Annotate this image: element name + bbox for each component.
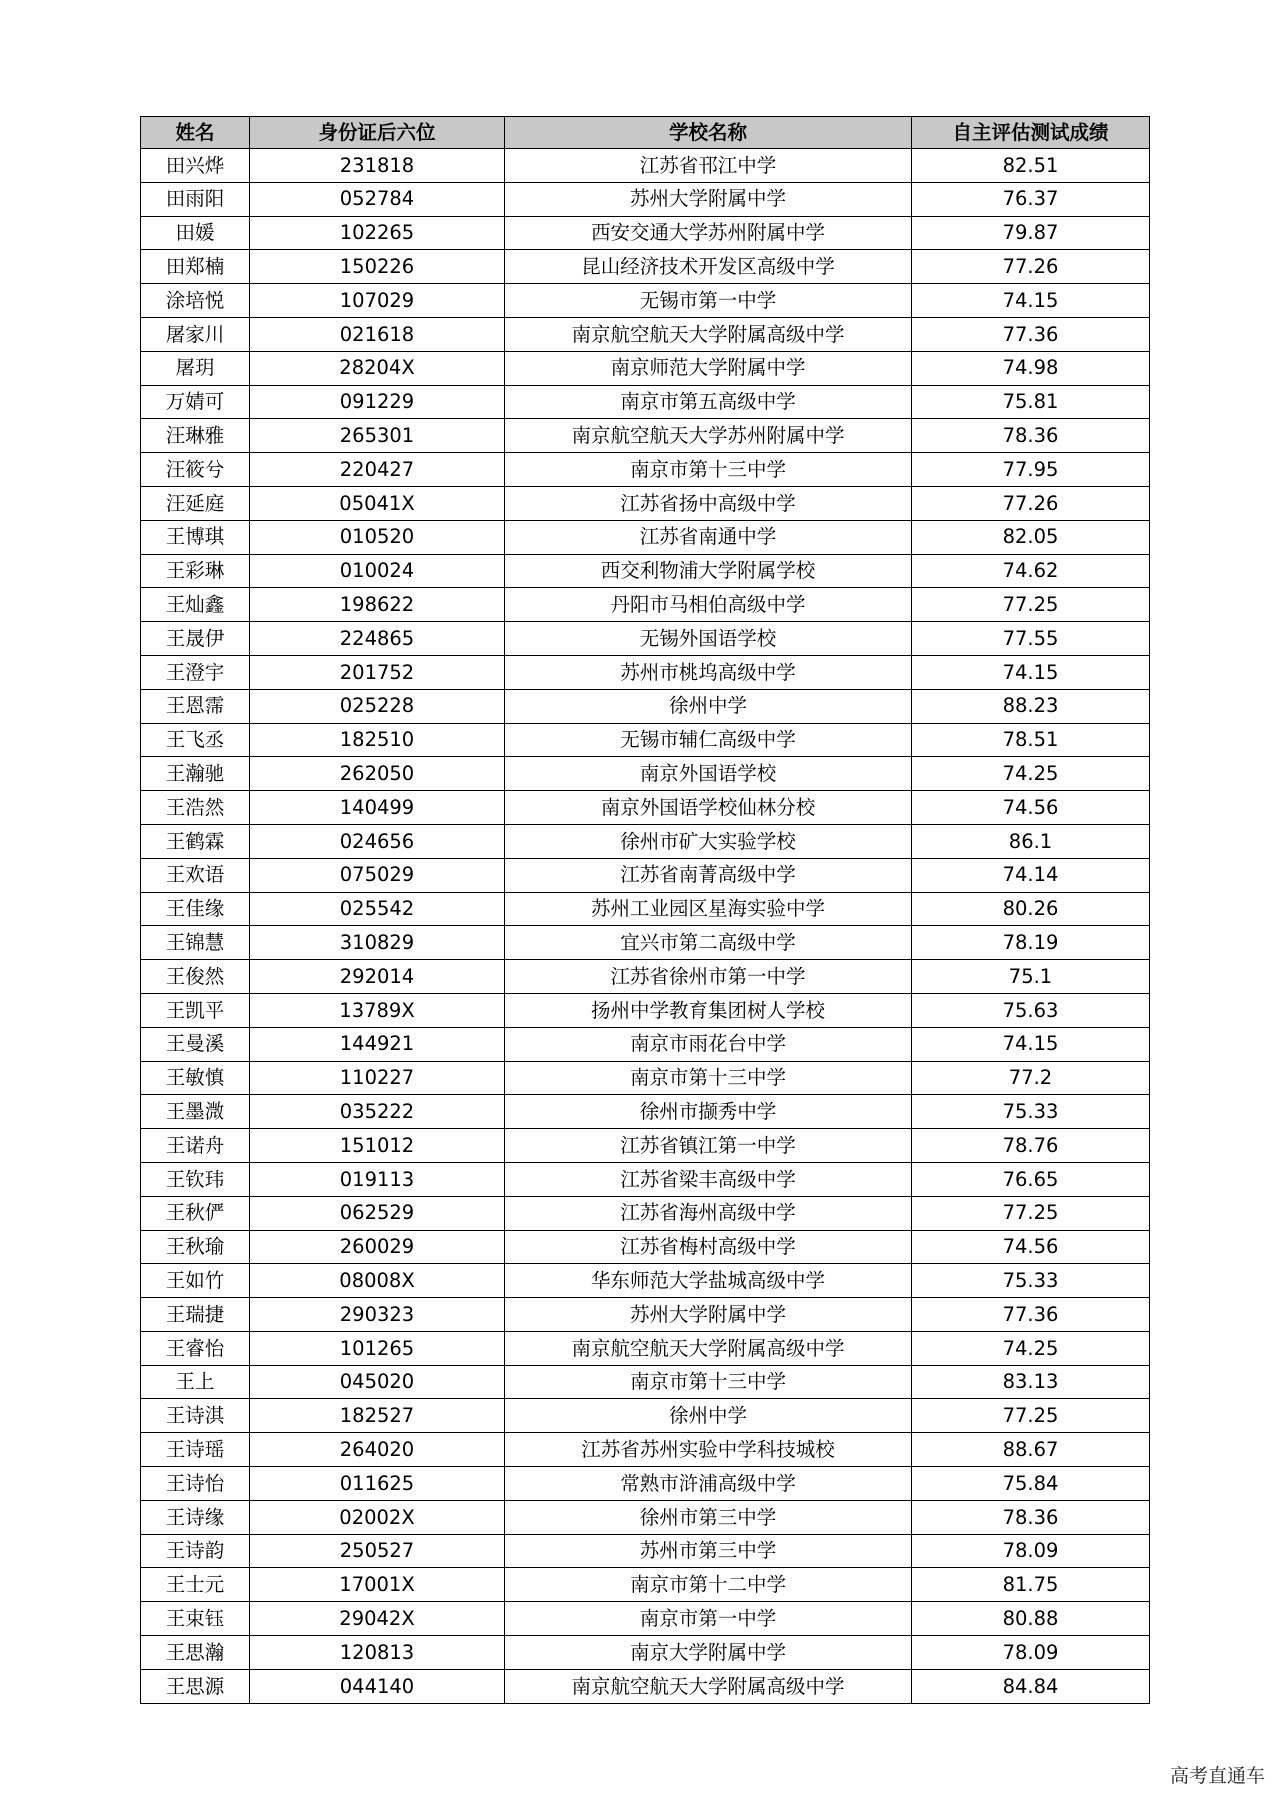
cell-id-last-six: 201752 <box>250 655 505 689</box>
cell-school-name: 扬州中学教育集团树人学校 <box>505 993 912 1027</box>
table-row <box>141 1129 1150 1163</box>
cell-name: 王睿怡 <box>141 1331 250 1365</box>
table-row <box>141 351 1150 385</box>
cell-id-last-six: 150226 <box>250 250 505 284</box>
cell-score: 74.56 <box>912 1230 1150 1264</box>
cell-id-last-six: 292014 <box>250 960 505 994</box>
cell-school-name: 南京航空航天大学附属高级中学 <box>505 1669 912 1703</box>
cell-school-name: 徐州市撷秀中学 <box>505 1095 912 1129</box>
cell-score: 77.55 <box>912 622 1150 656</box>
cell-score: 83.13 <box>912 1365 1150 1399</box>
cell-score: 77.2 <box>912 1061 1150 1095</box>
table-row <box>141 1095 1150 1129</box>
table-row <box>141 554 1150 588</box>
table-row <box>141 1196 1150 1230</box>
cell-name: 王思源 <box>141 1669 250 1703</box>
table-row <box>141 622 1150 656</box>
cell-school-name: 南京市雨花台中学 <box>505 1027 912 1061</box>
cell-name: 王上 <box>141 1365 250 1399</box>
table-row <box>141 1230 1150 1264</box>
watermark-text: 高考直通车 <box>1169 1765 1265 1787</box>
cell-score: 77.95 <box>912 453 1150 487</box>
table-row <box>141 1602 1150 1636</box>
cell-id-last-six: 224865 <box>250 622 505 656</box>
cell-name: 王浩然 <box>141 791 250 825</box>
cell-school-name: 徐州市矿大实验学校 <box>505 824 912 858</box>
cell-id-last-six: 264020 <box>250 1433 505 1467</box>
cell-id-last-six: 220427 <box>250 453 505 487</box>
cell-score: 74.14 <box>912 858 1150 892</box>
cell-id-last-six: 102265 <box>250 216 505 250</box>
cell-name: 涂培悦 <box>141 284 250 318</box>
cell-id-last-six: 107029 <box>250 284 505 318</box>
cell-id-last-six: 13789X <box>250 993 505 1027</box>
cell-id-last-six: 140499 <box>250 791 505 825</box>
cell-school-name: 南京外国语学校仙林分校 <box>505 791 912 825</box>
cell-score: 78.76 <box>912 1129 1150 1163</box>
cell-name: 王飞丞 <box>141 723 250 757</box>
cell-score: 88.23 <box>912 689 1150 723</box>
cell-score: 76.65 <box>912 1162 1150 1196</box>
cell-name: 王士元 <box>141 1568 250 1602</box>
cell-school-name: 南京外国语学校 <box>505 757 912 791</box>
cell-id-last-six: 045020 <box>250 1365 505 1399</box>
cell-school-name: 南京航空航天大学苏州附属中学 <box>505 419 912 453</box>
cell-name: 王曼溪 <box>141 1027 250 1061</box>
cell-score: 75.63 <box>912 993 1150 1027</box>
cell-name: 王彩琳 <box>141 554 250 588</box>
cell-id-last-six: 075029 <box>250 858 505 892</box>
cell-school-name: 苏州大学附属中学 <box>505 182 912 216</box>
table-row <box>141 926 1150 960</box>
cell-school-name: 江苏省南通中学 <box>505 520 912 554</box>
cell-id-last-six: 17001X <box>250 1568 505 1602</box>
cell-score: 78.09 <box>912 1534 1150 1568</box>
cell-name: 田雨阳 <box>141 182 250 216</box>
table-row <box>141 419 1150 453</box>
cell-score: 88.67 <box>912 1433 1150 1467</box>
table-row <box>141 453 1150 487</box>
cell-school-name: 江苏省镇江第一中学 <box>505 1129 912 1163</box>
cell-id-last-six: 052784 <box>250 182 505 216</box>
cell-name: 王灿鑫 <box>141 588 250 622</box>
cell-id-last-six: 250527 <box>250 1534 505 1568</box>
cell-score: 77.26 <box>912 250 1150 284</box>
cell-score: 77.25 <box>912 1196 1150 1230</box>
cell-school-name: 徐州中学 <box>505 689 912 723</box>
cell-name: 王晟伊 <box>141 622 250 656</box>
cell-score: 82.51 <box>912 149 1150 183</box>
cell-school-name: 江苏省梁丰高级中学 <box>505 1162 912 1196</box>
cell-name: 王瀚驰 <box>141 757 250 791</box>
cell-school-name: 丹阳市马相伯高级中学 <box>505 588 912 622</box>
table-row <box>141 791 1150 825</box>
table-row <box>141 757 1150 791</box>
cell-name: 王锦慧 <box>141 926 250 960</box>
table-row <box>141 1467 1150 1501</box>
cell-score: 74.25 <box>912 1331 1150 1365</box>
cell-school-name: 苏州市桃坞高级中学 <box>505 655 912 689</box>
cell-id-last-six: 025542 <box>250 892 505 926</box>
cell-school-name: 江苏省邗江中学 <box>505 149 912 183</box>
cell-school-name: 苏州市第三中学 <box>505 1534 912 1568</box>
cell-name: 王秋瑜 <box>141 1230 250 1264</box>
cell-name: 王恩霈 <box>141 689 250 723</box>
cell-school-name: 西安交通大学苏州附属中学 <box>505 216 912 250</box>
cell-score: 79.87 <box>912 216 1150 250</box>
header-score: 自主评估测试成绩 <box>912 117 1150 149</box>
table-row <box>141 149 1150 183</box>
table-row <box>141 689 1150 723</box>
cell-school-name: 徐州中学 <box>505 1399 912 1433</box>
table-row <box>141 1534 1150 1568</box>
cell-id-last-six: 260029 <box>250 1230 505 1264</box>
cell-id-last-six: 265301 <box>250 419 505 453</box>
table-row <box>141 588 1150 622</box>
cell-id-last-six: 011625 <box>250 1467 505 1501</box>
cell-id-last-six: 02002X <box>250 1500 505 1534</box>
cell-score: 78.51 <box>912 723 1150 757</box>
table-row <box>141 1669 1150 1703</box>
header-row <box>141 117 1150 149</box>
table-row <box>141 892 1150 926</box>
cell-score: 74.25 <box>912 757 1150 791</box>
cell-name: 王澄宇 <box>141 655 250 689</box>
cell-score: 78.09 <box>912 1636 1150 1670</box>
cell-school-name: 南京市第五高级中学 <box>505 385 912 419</box>
cell-school-name: 苏州大学附属中学 <box>505 1298 912 1332</box>
cell-school-name: 无锡外国语学校 <box>505 622 912 656</box>
table-row <box>141 284 1150 318</box>
table-body <box>141 149 1150 1704</box>
cell-score: 77.25 <box>912 588 1150 622</box>
cell-score: 78.36 <box>912 419 1150 453</box>
cell-school-name: 西交利物浦大学附属学校 <box>505 554 912 588</box>
cell-school-name: 江苏省南菁高级中学 <box>505 858 912 892</box>
cell-id-last-six: 05041X <box>250 486 505 520</box>
cell-school-name: 南京市第十三中学 <box>505 453 912 487</box>
table-row <box>141 1061 1150 1095</box>
cell-school-name: 宜兴市第二高级中学 <box>505 926 912 960</box>
cell-name: 王俊然 <box>141 960 250 994</box>
cell-score: 77.36 <box>912 317 1150 351</box>
cell-id-last-six: 044140 <box>250 1669 505 1703</box>
cell-name: 王诗淇 <box>141 1399 250 1433</box>
cell-school-name: 南京师范大学附属中学 <box>505 351 912 385</box>
cell-name: 汪筱兮 <box>141 453 250 487</box>
table-row <box>141 993 1150 1027</box>
header-name: 姓名 <box>141 117 250 149</box>
cell-name: 屠家川 <box>141 317 250 351</box>
cell-id-last-six: 025228 <box>250 689 505 723</box>
cell-id-last-six: 08008X <box>250 1264 505 1298</box>
cell-id-last-six: 182510 <box>250 723 505 757</box>
table-row <box>141 655 1150 689</box>
cell-id-last-six: 062529 <box>250 1196 505 1230</box>
cell-id-last-six: 019113 <box>250 1162 505 1196</box>
table-row <box>141 1365 1150 1399</box>
cell-id-last-six: 010520 <box>250 520 505 554</box>
cell-id-last-six: 010024 <box>250 554 505 588</box>
header-id-last-six: 身份证后六位 <box>250 117 505 149</box>
cell-id-last-six: 101265 <box>250 1331 505 1365</box>
cell-id-last-six: 120813 <box>250 1636 505 1670</box>
table-row <box>141 1298 1150 1332</box>
cell-name: 王钦玮 <box>141 1162 250 1196</box>
cell-name: 王诗韵 <box>141 1534 250 1568</box>
cell-score: 74.98 <box>912 351 1150 385</box>
cell-school-name: 南京市第十三中学 <box>505 1061 912 1095</box>
cell-name: 万婧可 <box>141 385 250 419</box>
cell-name: 田郑楠 <box>141 250 250 284</box>
cell-name: 王欢语 <box>141 858 250 892</box>
cell-school-name: 江苏省海州高级中学 <box>505 1196 912 1230</box>
table-header <box>141 117 1150 149</box>
cell-name: 王诺舟 <box>141 1129 250 1163</box>
table-row <box>141 385 1150 419</box>
cell-id-last-six: 231818 <box>250 149 505 183</box>
cell-school-name: 苏州工业园区星海实验中学 <box>505 892 912 926</box>
cell-school-name: 华东师范大学盐城高级中学 <box>505 1264 912 1298</box>
cell-score: 78.36 <box>912 1500 1150 1534</box>
cell-id-last-six: 290323 <box>250 1298 505 1332</box>
cell-score: 78.19 <box>912 926 1150 960</box>
cell-name: 屠玥 <box>141 351 250 385</box>
table-row <box>141 1331 1150 1365</box>
table-row <box>141 1162 1150 1196</box>
cell-score: 75.33 <box>912 1264 1150 1298</box>
cell-id-last-six: 310829 <box>250 926 505 960</box>
cell-id-last-six: 110227 <box>250 1061 505 1095</box>
cell-score: 81.75 <box>912 1568 1150 1602</box>
cell-score: 77.36 <box>912 1298 1150 1332</box>
table-row <box>141 486 1150 520</box>
cell-score: 76.37 <box>912 182 1150 216</box>
cell-id-last-six: 28204X <box>250 351 505 385</box>
cell-name: 王如竹 <box>141 1264 250 1298</box>
cell-score: 75.1 <box>912 960 1150 994</box>
cell-school-name: 徐州市第三中学 <box>505 1500 912 1534</box>
cell-score: 86.1 <box>912 824 1150 858</box>
cell-score: 75.81 <box>912 385 1150 419</box>
cell-score: 80.88 <box>912 1602 1150 1636</box>
table-row <box>141 1636 1150 1670</box>
cell-name: 王诗缘 <box>141 1500 250 1534</box>
cell-school-name: 南京市第十三中学 <box>505 1365 912 1399</box>
cell-id-last-six: 091229 <box>250 385 505 419</box>
cell-name: 王佳缘 <box>141 892 250 926</box>
table-row <box>141 182 1150 216</box>
cell-school-name: 常熟市浒浦高级中学 <box>505 1467 912 1501</box>
table-row <box>141 216 1150 250</box>
cell-school-name: 南京大学附属中学 <box>505 1636 912 1670</box>
cell-id-last-six: 262050 <box>250 757 505 791</box>
cell-score: 74.15 <box>912 655 1150 689</box>
cell-school-name: 南京市第十二中学 <box>505 1568 912 1602</box>
cell-school-name: 无锡市辅仁高级中学 <box>505 723 912 757</box>
cell-score: 77.25 <box>912 1399 1150 1433</box>
cell-name: 王敏慎 <box>141 1061 250 1095</box>
cell-school-name: 江苏省梅村高级中学 <box>505 1230 912 1264</box>
cell-name: 王瑞捷 <box>141 1298 250 1332</box>
cell-name: 王凯平 <box>141 993 250 1027</box>
cell-id-last-six: 198622 <box>250 588 505 622</box>
cell-school-name: 昆山经济技术开发区高级中学 <box>505 250 912 284</box>
cell-score: 84.84 <box>912 1669 1150 1703</box>
cell-name: 王思瀚 <box>141 1636 250 1670</box>
cell-school-name: 江苏省苏州实验中学科技城校 <box>505 1433 912 1467</box>
cell-score: 75.33 <box>912 1095 1150 1129</box>
cell-score: 75.84 <box>912 1467 1150 1501</box>
cell-score: 74.15 <box>912 284 1150 318</box>
table-row <box>141 1027 1150 1061</box>
cell-name: 王秋俨 <box>141 1196 250 1230</box>
table-row <box>141 1500 1150 1534</box>
cell-name: 王诗怡 <box>141 1467 250 1501</box>
table-row <box>141 1399 1150 1433</box>
cell-name: 王诗瑶 <box>141 1433 250 1467</box>
table-row <box>141 1433 1150 1467</box>
table-row <box>141 824 1150 858</box>
cell-name: 王束钰 <box>141 1602 250 1636</box>
table-row <box>141 520 1150 554</box>
cell-school-name: 江苏省徐州市第一中学 <box>505 960 912 994</box>
cell-name: 王博琪 <box>141 520 250 554</box>
score-table <box>140 116 1150 1704</box>
cell-id-last-six: 182527 <box>250 1399 505 1433</box>
cell-score: 74.62 <box>912 554 1150 588</box>
table-row <box>141 1568 1150 1602</box>
cell-id-last-six: 024656 <box>250 824 505 858</box>
table-row <box>141 1264 1150 1298</box>
cell-school-name: 南京市第一中学 <box>505 1602 912 1636</box>
cell-name: 田媛 <box>141 216 250 250</box>
cell-name: 王墨溦 <box>141 1095 250 1129</box>
header-school-name: 学校名称 <box>505 117 912 149</box>
cell-id-last-six: 29042X <box>250 1602 505 1636</box>
cell-name: 王鹤霖 <box>141 824 250 858</box>
cell-name: 汪琳雅 <box>141 419 250 453</box>
cell-school-name: 南京航空航天大学附属高级中学 <box>505 317 912 351</box>
cell-score: 82.05 <box>912 520 1150 554</box>
cell-score: 80.26 <box>912 892 1150 926</box>
cell-score: 74.56 <box>912 791 1150 825</box>
cell-name: 田兴烨 <box>141 149 250 183</box>
cell-id-last-six: 144921 <box>250 1027 505 1061</box>
cell-score: 74.15 <box>912 1027 1150 1061</box>
cell-school-name: 南京航空航天大学附属高级中学 <box>505 1331 912 1365</box>
cell-id-last-six: 035222 <box>250 1095 505 1129</box>
table-row <box>141 723 1150 757</box>
cell-id-last-six: 021618 <box>250 317 505 351</box>
table-row <box>141 858 1150 892</box>
cell-score: 77.26 <box>912 486 1150 520</box>
cell-name: 汪延庭 <box>141 486 250 520</box>
table-row <box>141 317 1150 351</box>
cell-school-name: 无锡市第一中学 <box>505 284 912 318</box>
table-row <box>141 960 1150 994</box>
table-row <box>141 250 1150 284</box>
cell-id-last-six: 151012 <box>250 1129 505 1163</box>
cell-school-name: 江苏省扬中高级中学 <box>505 486 912 520</box>
